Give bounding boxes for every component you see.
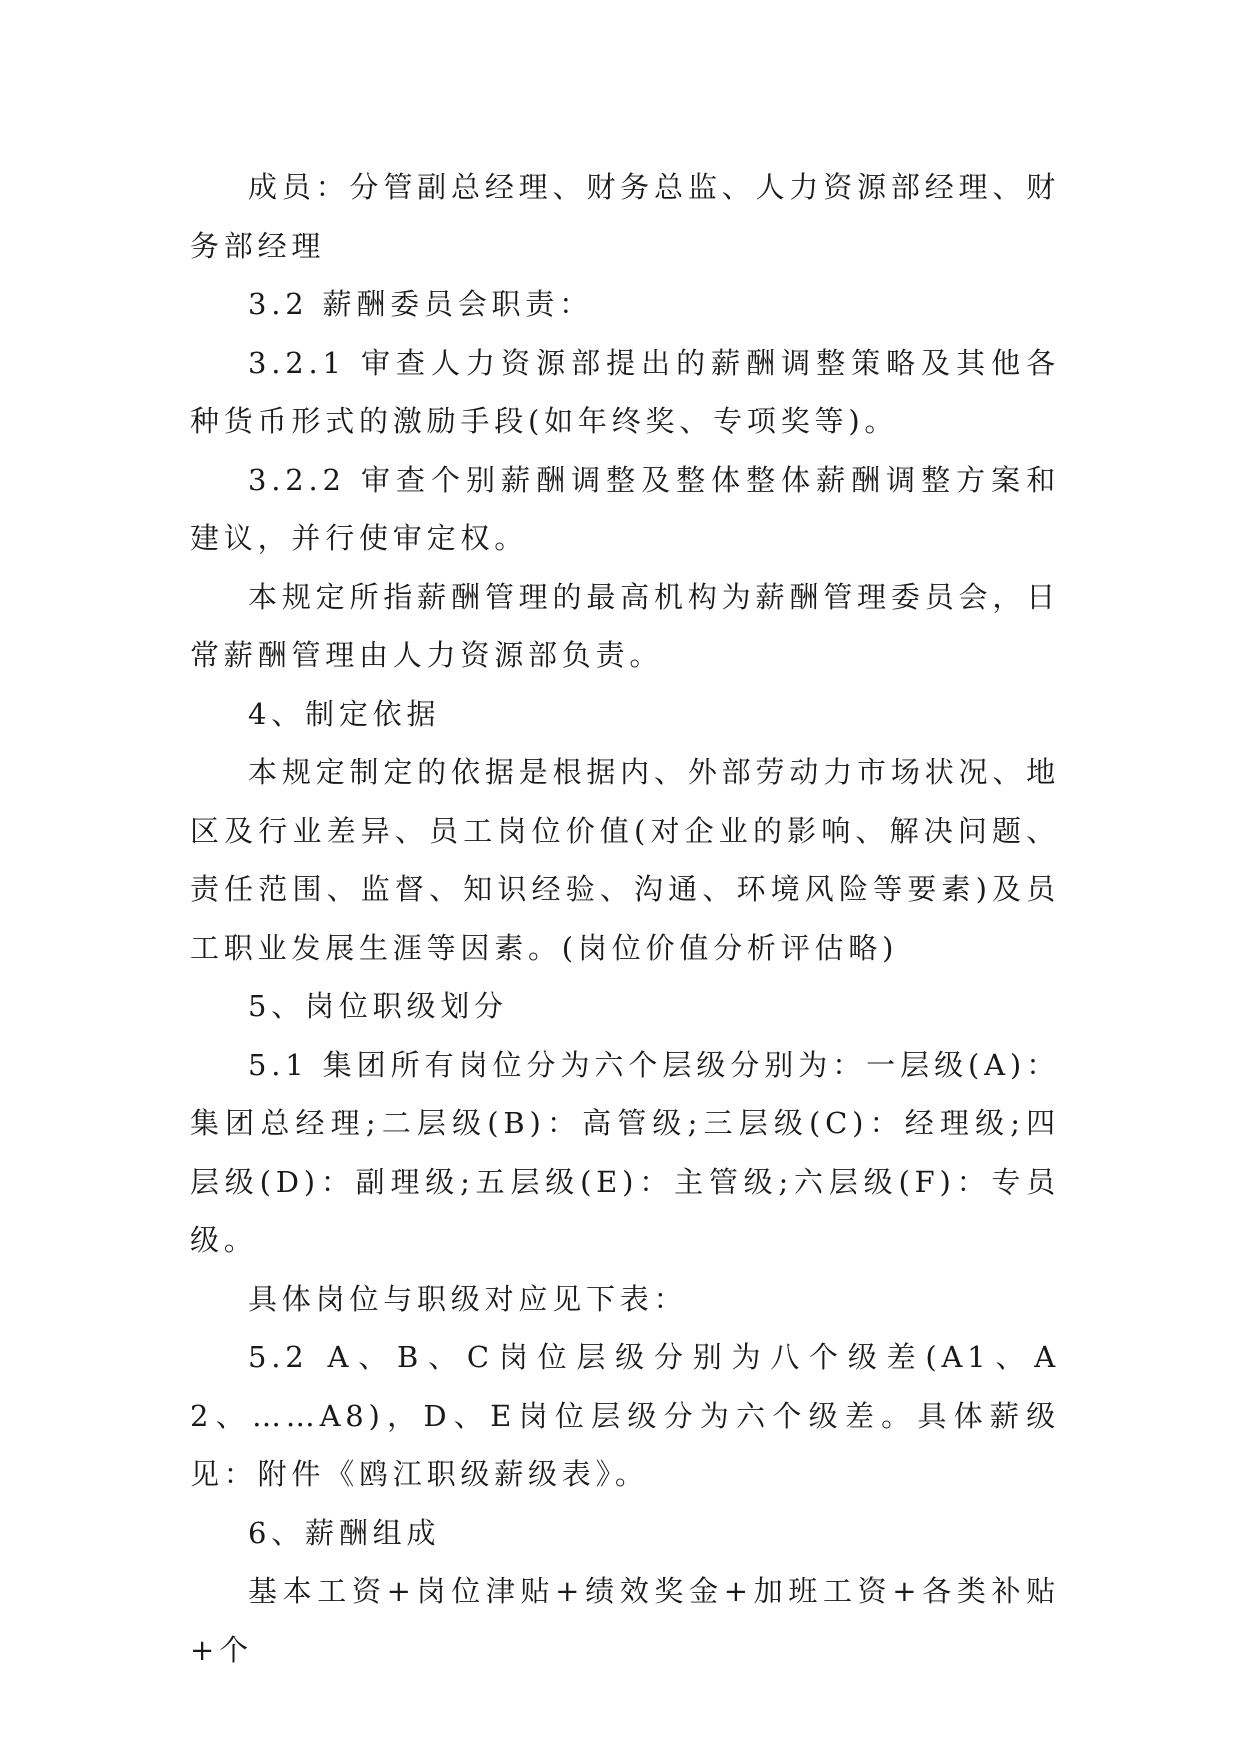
heading-5-grade-division: 5、岗位职级划分 (248, 989, 508, 1023)
paragraph-5-2: 5.2 A、B、C岗位层级分别为八个级差(A1、A2、……A8)，D、E岗位层级分为六个级差。具体薪级见：附件《鸥江职级薪级表》。 (190, 1340, 1060, 1491)
document-body (190, 158, 1060, 1679)
paragraph-3-2-2: 3.2.2 审查个别薪酬调整及整体整体薪酬调整方案和建议，并行使审定权。 (190, 462, 1060, 555)
paragraph-basis: 本规定制定的依据是根据内、外部劳动力市场状况、地区及行业差异、员工岗位价值(对企业的影响、解决问题、责任范围、监督、知识经验、沟通、环境风险等要素)及员工职业发展生涯等因素。(岗位价值分析评估略) (190, 755, 1060, 965)
heading-6-compensation: 6、薪酬组成 (248, 1515, 441, 1550)
paragraph-see-table: 具体岗位与职级对应见下表： (248, 1281, 688, 1316)
paragraph-compensation-formula: 基本工资+岗位津贴+绩效奖金+加班工资+各类补贴+个 (190, 1574, 1060, 1667)
heading-4-basis: 4、制定依据 (248, 696, 441, 731)
heading-3-2-committee-duties: 3.2 薪酬委员会职责： (248, 287, 593, 321)
paragraph-5-1: 5.1 集团所有岗位分为六个层级分别为：一层级(A)：集团总经理;二层级(B)：高管级;三层级(C)：经理级;四层级(D)：副理级;五层级(E)：主管级;六层级(F)：专员级。 (190, 1047, 1060, 1257)
paragraph-3-2-1: 3.2.1 审查人力资源部提出的薪酬调整策略及其他各种货币形式的激励手段(如年终奖、专项奖等)。 (190, 345, 1060, 438)
paragraph-highest-authority: 本规定所指薪酬管理的最高机构为薪酬管理委员会，日常薪酬管理由人力资源部负责。 (190, 579, 1060, 672)
paragraph-committee-members: 成员：分管副总经理、财务总监、人力资源部经理、财务部经理 (190, 170, 1060, 263)
